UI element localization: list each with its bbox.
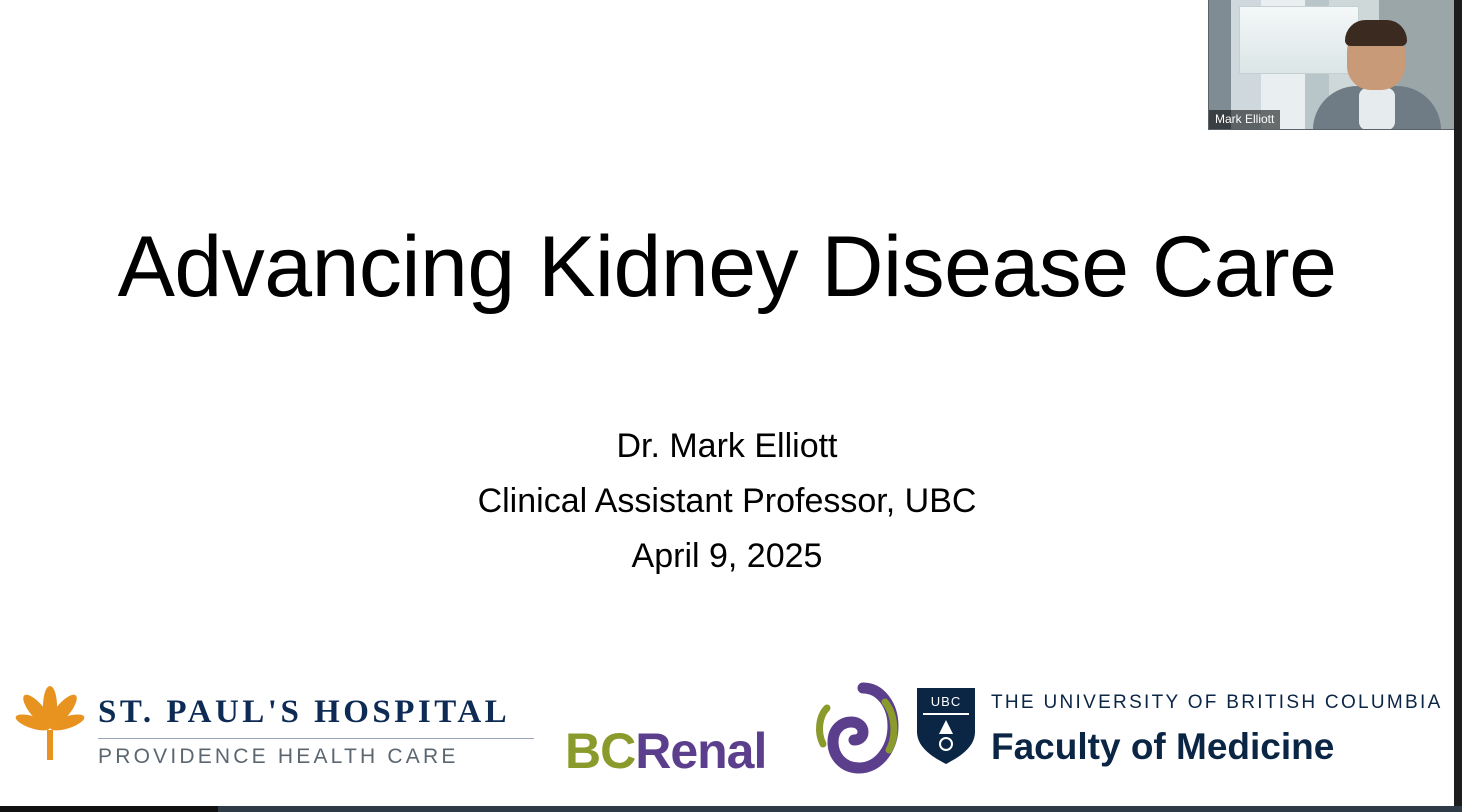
video-background-window xyxy=(1239,6,1359,74)
ubc-wordmark xyxy=(991,692,1441,768)
svg-text:UBC: UBC xyxy=(930,694,962,709)
st-pauls-subname: PROVIDENCE HEALTH CARE xyxy=(98,745,459,768)
logo-st-pauls-hospital xyxy=(6,678,546,796)
bc-renal-word-renal: Renal xyxy=(635,723,767,779)
screen-edge-right xyxy=(1454,0,1462,812)
st-pauls-name: ST. PAUL'S HOSPITAL xyxy=(98,694,511,730)
bc-renal-wordmark xyxy=(565,722,766,780)
ubc-faculty-name: Faculty of Medicine xyxy=(991,726,1335,767)
logo-ubc-faculty-of-medicine xyxy=(915,680,1445,792)
participant-hair xyxy=(1345,20,1407,46)
participant-video-tile[interactable] xyxy=(1208,0,1454,130)
st-pauls-divider xyxy=(98,738,534,739)
slide-presenter-name: Dr. Mark Elliott xyxy=(616,427,838,465)
slide-title: Advancing Kidney Disease Care xyxy=(117,219,1337,315)
slide-presenter-affiliation: Clinical Assistant Professor, UBC xyxy=(477,482,977,520)
bc-renal-word-bc: BC xyxy=(565,723,636,779)
ubc-crest-icon xyxy=(915,686,977,766)
ubc-university-name: THE UNIVERSITY OF BRITISH COLUMBIA xyxy=(991,692,1443,713)
participant-name-label: Mark Elliott xyxy=(1209,110,1280,129)
slide-date: April 9, 2025 xyxy=(631,537,823,575)
screen-edge-bottom-accent xyxy=(218,806,1462,812)
bc-renal-kidney-icon xyxy=(793,682,903,774)
st-pauls-wordmark xyxy=(98,694,546,769)
slide-logo-row xyxy=(0,670,1454,800)
participant-shirt xyxy=(1359,88,1395,130)
st-pauls-flower-icon xyxy=(10,684,90,764)
logo-bc-renal xyxy=(565,682,895,794)
